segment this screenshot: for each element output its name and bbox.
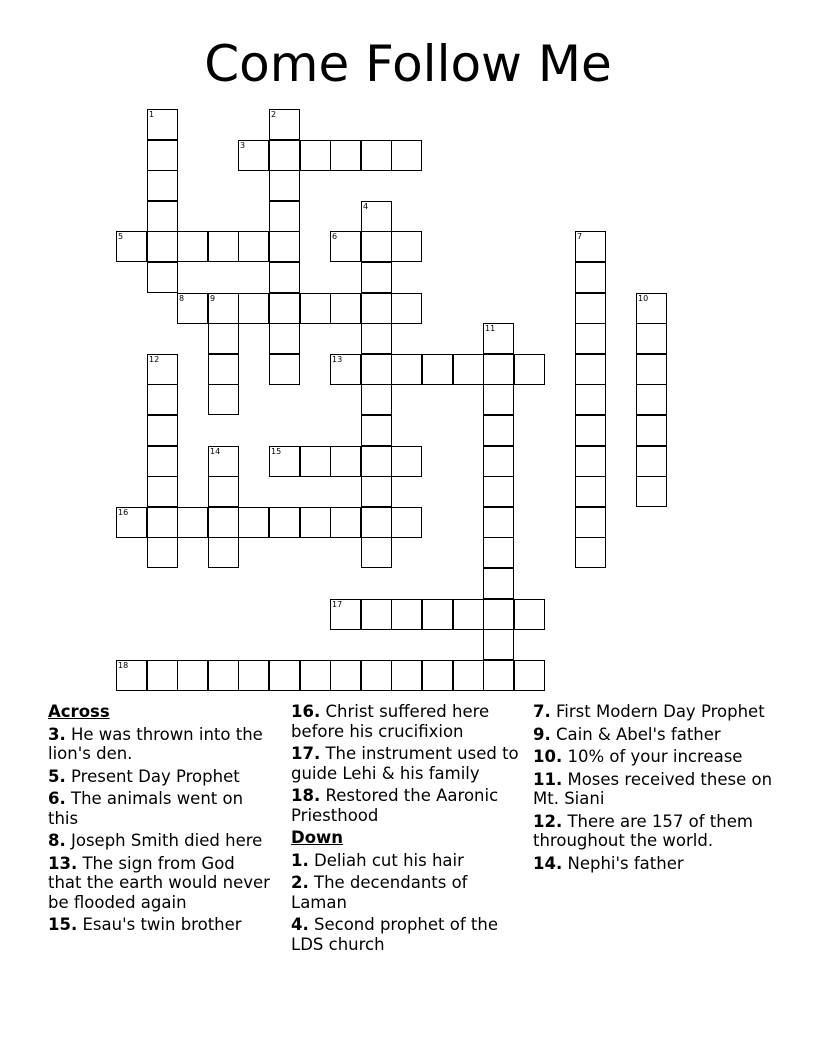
grid-cell[interactable] — [575, 231, 606, 262]
grid-cell[interactable] — [575, 262, 606, 293]
clue-item-number: 9. — [533, 724, 551, 744]
grid-cell[interactable] — [361, 140, 392, 171]
clue-item — [291, 873, 523, 912]
grid-cell[interactable] — [483, 354, 514, 385]
grid-cell[interactable] — [116, 231, 147, 262]
grid-cell[interactable] — [575, 323, 606, 354]
grid-cell[interactable] — [330, 140, 361, 171]
grid-cell[interactable] — [147, 201, 178, 232]
grid-cell[interactable] — [147, 231, 178, 262]
grid-cell[interactable] — [300, 293, 331, 324]
grid-cell[interactable] — [361, 323, 392, 354]
across-header: Across — [48, 702, 110, 721]
grid-cell[interactable] — [208, 384, 239, 415]
clue-item — [533, 812, 773, 851]
grid-cell[interactable] — [177, 293, 208, 324]
grid-cell[interactable] — [238, 507, 269, 538]
grid-cell[interactable] — [147, 354, 178, 385]
grid-cell[interactable] — [575, 507, 606, 538]
clue-item — [48, 725, 273, 764]
grid-cell[interactable] — [208, 537, 239, 568]
grid-cell[interactable] — [636, 415, 667, 446]
grid-cell[interactable] — [238, 140, 269, 171]
grid-cell[interactable] — [269, 140, 300, 171]
grid-cell[interactable] — [330, 231, 361, 262]
grid-cell[interactable] — [483, 446, 514, 477]
clue-item — [533, 725, 773, 745]
grid-cell[interactable] — [361, 507, 392, 538]
clue-item-number: 5. — [48, 766, 66, 786]
grid-cell[interactable] — [483, 323, 514, 354]
clue-item — [291, 786, 523, 825]
grid-cell[interactable] — [177, 507, 208, 538]
grid-cell[interactable] — [269, 170, 300, 201]
down-header: Down — [291, 828, 344, 847]
clue-item-text: Restored the Aaronic Priesthood — [291, 786, 499, 825]
grid-cell[interactable] — [269, 507, 300, 538]
clue-item — [533, 770, 773, 809]
grid-cell[interactable] — [116, 660, 147, 691]
clue-number: 14 — [210, 447, 221, 456]
clue-item-text: Cain & Abel's father — [550, 724, 721, 744]
clue-item-number: 17. — [291, 744, 321, 763]
grid-cell[interactable] — [636, 384, 667, 415]
clue-item-text: Christ suffered here before his crucifixion — [291, 702, 490, 741]
grid-cell[interactable] — [575, 446, 606, 477]
grid-cell[interactable] — [391, 231, 422, 262]
grid-cell[interactable] — [453, 660, 484, 691]
clue-number: 4 — [363, 202, 369, 211]
clue-number: 5 — [118, 232, 124, 241]
clue-column-3 — [533, 702, 773, 876]
clue-item-text: Present Day Prophet — [65, 766, 240, 786]
grid-cell[interactable] — [391, 293, 422, 324]
grid-cell[interactable] — [330, 507, 361, 538]
clue-item — [533, 854, 773, 874]
clue-item-text: First Modern Day Prophet — [550, 702, 765, 721]
grid-cell[interactable] — [361, 201, 392, 232]
grid-cell[interactable] — [147, 170, 178, 201]
clue-item-number: 1. — [291, 850, 309, 870]
clue-item-text: Joseph Smith died here — [65, 831, 263, 850]
clue-item-number: 10. — [533, 747, 563, 766]
grid-cell[interactable] — [269, 231, 300, 262]
clue-item-number: 7. — [533, 702, 551, 721]
grid-cell[interactable] — [147, 446, 178, 477]
clue-item — [291, 702, 523, 741]
grid-cell[interactable] — [208, 231, 239, 262]
clue-item-text: The sign from God that the earth would never be flooded again — [48, 853, 270, 912]
clue-item — [48, 915, 273, 935]
grid-cell[interactable] — [147, 384, 178, 415]
clue-item — [291, 744, 523, 783]
grid-cell[interactable] — [269, 109, 300, 140]
clue-item — [533, 747, 773, 767]
grid-cell[interactable] — [361, 446, 392, 477]
grid-cell[interactable] — [147, 476, 178, 507]
grid-cell[interactable] — [147, 262, 178, 293]
grid-cell[interactable] — [269, 201, 300, 232]
clue-item — [291, 915, 523, 954]
grid-cell[interactable] — [391, 354, 422, 385]
grid-cell[interactable] — [636, 446, 667, 477]
grid-cell[interactable] — [269, 293, 300, 324]
clue-item — [48, 767, 273, 787]
grid-cell[interactable] — [361, 660, 392, 691]
grid-cell[interactable] — [636, 354, 667, 385]
grid-cell[interactable] — [147, 660, 178, 691]
clue-item — [48, 831, 273, 851]
grid-cell[interactable] — [300, 660, 331, 691]
clue-item-number: 4. — [291, 915, 309, 934]
clue-item-text: Deliah cut his hair — [308, 850, 464, 870]
grid-cell[interactable] — [177, 231, 208, 262]
clue-item-number: 3. — [48, 724, 66, 744]
clue-number: 1 — [149, 110, 155, 119]
clue-number: 2 — [271, 110, 277, 119]
clue-number: 8 — [179, 294, 185, 303]
clue-number: 13 — [332, 355, 343, 364]
clue-item-number: 6. — [48, 789, 66, 808]
clue-item-text: Second prophet of the LDS church — [291, 915, 498, 954]
grid-cell[interactable] — [238, 231, 269, 262]
grid-cell[interactable] — [208, 323, 239, 354]
grid-cell[interactable] — [483, 415, 514, 446]
grid-cell[interactable] — [575, 354, 606, 385]
clue-number: 9 — [210, 294, 216, 303]
grid-cell[interactable] — [575, 384, 606, 415]
grid-cell[interactable] — [391, 507, 422, 538]
grid-cell[interactable] — [330, 660, 361, 691]
grid-cell[interactable] — [422, 660, 453, 691]
clue-number: 12 — [149, 355, 160, 364]
grid-cell[interactable] — [361, 354, 392, 385]
clue-item-text: Moses received these on Mt. Siani — [533, 769, 773, 808]
grid-cell[interactable] — [575, 415, 606, 446]
grid-cell[interactable] — [361, 415, 392, 446]
grid-cell[interactable] — [208, 507, 239, 538]
grid-cell[interactable] — [483, 384, 514, 415]
clue-number: 6 — [332, 232, 338, 241]
page-title: Come Follow Me — [204, 35, 612, 93]
grid-cell[interactable] — [361, 599, 392, 630]
clue-number: 15 — [271, 447, 282, 456]
grid-cell[interactable] — [330, 354, 361, 385]
grid-cell[interactable] — [147, 109, 178, 140]
grid-cell[interactable] — [483, 599, 514, 630]
grid-cell[interactable] — [269, 660, 300, 691]
clue-item-text: Esau's twin brother — [77, 915, 242, 934]
grid-cell[interactable] — [208, 354, 239, 385]
grid-cell[interactable] — [361, 262, 392, 293]
grid-cell[interactable] — [147, 140, 178, 171]
clue-item-number: 11. — [533, 769, 563, 789]
grid-cell[interactable] — [177, 660, 208, 691]
grid-cell[interactable] — [391, 599, 422, 630]
clue-item-number: 12. — [533, 811, 563, 831]
grid-cell[interactable] — [422, 599, 453, 630]
clue-number: 7 — [577, 232, 583, 241]
grid-cell[interactable] — [453, 599, 484, 630]
grid-cell[interactable] — [361, 476, 392, 507]
grid-cell[interactable] — [483, 537, 514, 568]
clue-item-number: 14. — [533, 853, 563, 873]
grid-cell[interactable] — [269, 354, 300, 385]
grid-cell[interactable] — [422, 354, 453, 385]
grid-cell[interactable] — [208, 476, 239, 507]
grid-cell[interactable] — [269, 446, 300, 477]
grid-cell[interactable] — [483, 629, 514, 660]
grid-cell[interactable] — [238, 293, 269, 324]
grid-cell[interactable] — [391, 140, 422, 171]
grid-cell[interactable] — [147, 415, 178, 446]
clue-item-text: There are 157 of them throughout the world. — [533, 811, 753, 850]
grid-cell[interactable] — [208, 660, 239, 691]
grid-cell[interactable] — [636, 293, 667, 324]
grid-cell[interactable] — [483, 476, 514, 507]
grid-cell[interactable] — [269, 323, 300, 354]
clue-item — [48, 789, 273, 828]
grid-cell[interactable] — [361, 384, 392, 415]
grid-cell[interactable] — [391, 446, 422, 477]
grid-cell[interactable] — [300, 446, 331, 477]
grid-cell[interactable] — [330, 293, 361, 324]
clue-item-number: 15. — [48, 915, 78, 934]
grid-cell[interactable] — [208, 293, 239, 324]
grid-cell[interactable] — [361, 537, 392, 568]
clue-item-text: He was thrown into the lion's den. — [48, 724, 263, 763]
clue-item-text: Nephi's father — [562, 853, 684, 873]
clue-item-number: 13. — [48, 853, 78, 873]
clue-item-number: 18. — [291, 786, 321, 805]
grid-cell[interactable] — [330, 446, 361, 477]
grid-cell[interactable] — [514, 599, 545, 630]
clue-item — [533, 702, 773, 722]
clue-item-number: 8. — [48, 831, 66, 850]
clue-item-number: 16. — [291, 702, 321, 721]
clue-item-text: The animals went on this — [48, 789, 244, 828]
clue-item — [48, 854, 273, 913]
clue-number: 18 — [118, 661, 129, 670]
clue-number: 3 — [240, 141, 246, 150]
grid-cell[interactable] — [116, 507, 147, 538]
clue-item — [291, 851, 523, 871]
grid-cell[interactable] — [147, 537, 178, 568]
clue-item-text: 10% of your increase — [562, 747, 743, 766]
clue-number: 11 — [485, 324, 496, 333]
clue-item-text: The decendants of Laman — [291, 873, 468, 912]
grid-cell[interactable] — [483, 507, 514, 538]
grid-cell[interactable] — [636, 323, 667, 354]
grid-cell[interactable] — [391, 660, 422, 691]
clue-column-1 — [48, 702, 273, 938]
grid-cell[interactable] — [300, 140, 331, 171]
grid-cell[interactable] — [269, 262, 300, 293]
grid-cell[interactable] — [575, 293, 606, 324]
clue-number: 16 — [118, 508, 129, 517]
grid-cell[interactable] — [636, 476, 667, 507]
grid-cell[interactable] — [300, 507, 331, 538]
grid-cell[interactable] — [361, 293, 392, 324]
grid-cell[interactable] — [575, 537, 606, 568]
clue-number: 10 — [638, 294, 649, 303]
grid-cell[interactable] — [208, 446, 239, 477]
grid-cell[interactable] — [483, 568, 514, 599]
grid-cell[interactable] — [147, 507, 178, 538]
grid-cell[interactable] — [514, 354, 545, 385]
grid-cell[interactable] — [575, 476, 606, 507]
grid-cell[interactable] — [238, 660, 269, 691]
grid-cell[interactable] — [361, 231, 392, 262]
grid-cell[interactable] — [453, 354, 484, 385]
clue-item-number: 2. — [291, 873, 309, 892]
clue-item-text: The instrument used to guide Lehi & his family — [291, 744, 519, 783]
grid-cell[interactable] — [514, 660, 545, 691]
grid-cell[interactable] — [330, 599, 361, 630]
clue-column-2 — [291, 702, 523, 957]
clue-number: 17 — [332, 600, 343, 609]
grid-cell[interactable] — [483, 660, 514, 691]
